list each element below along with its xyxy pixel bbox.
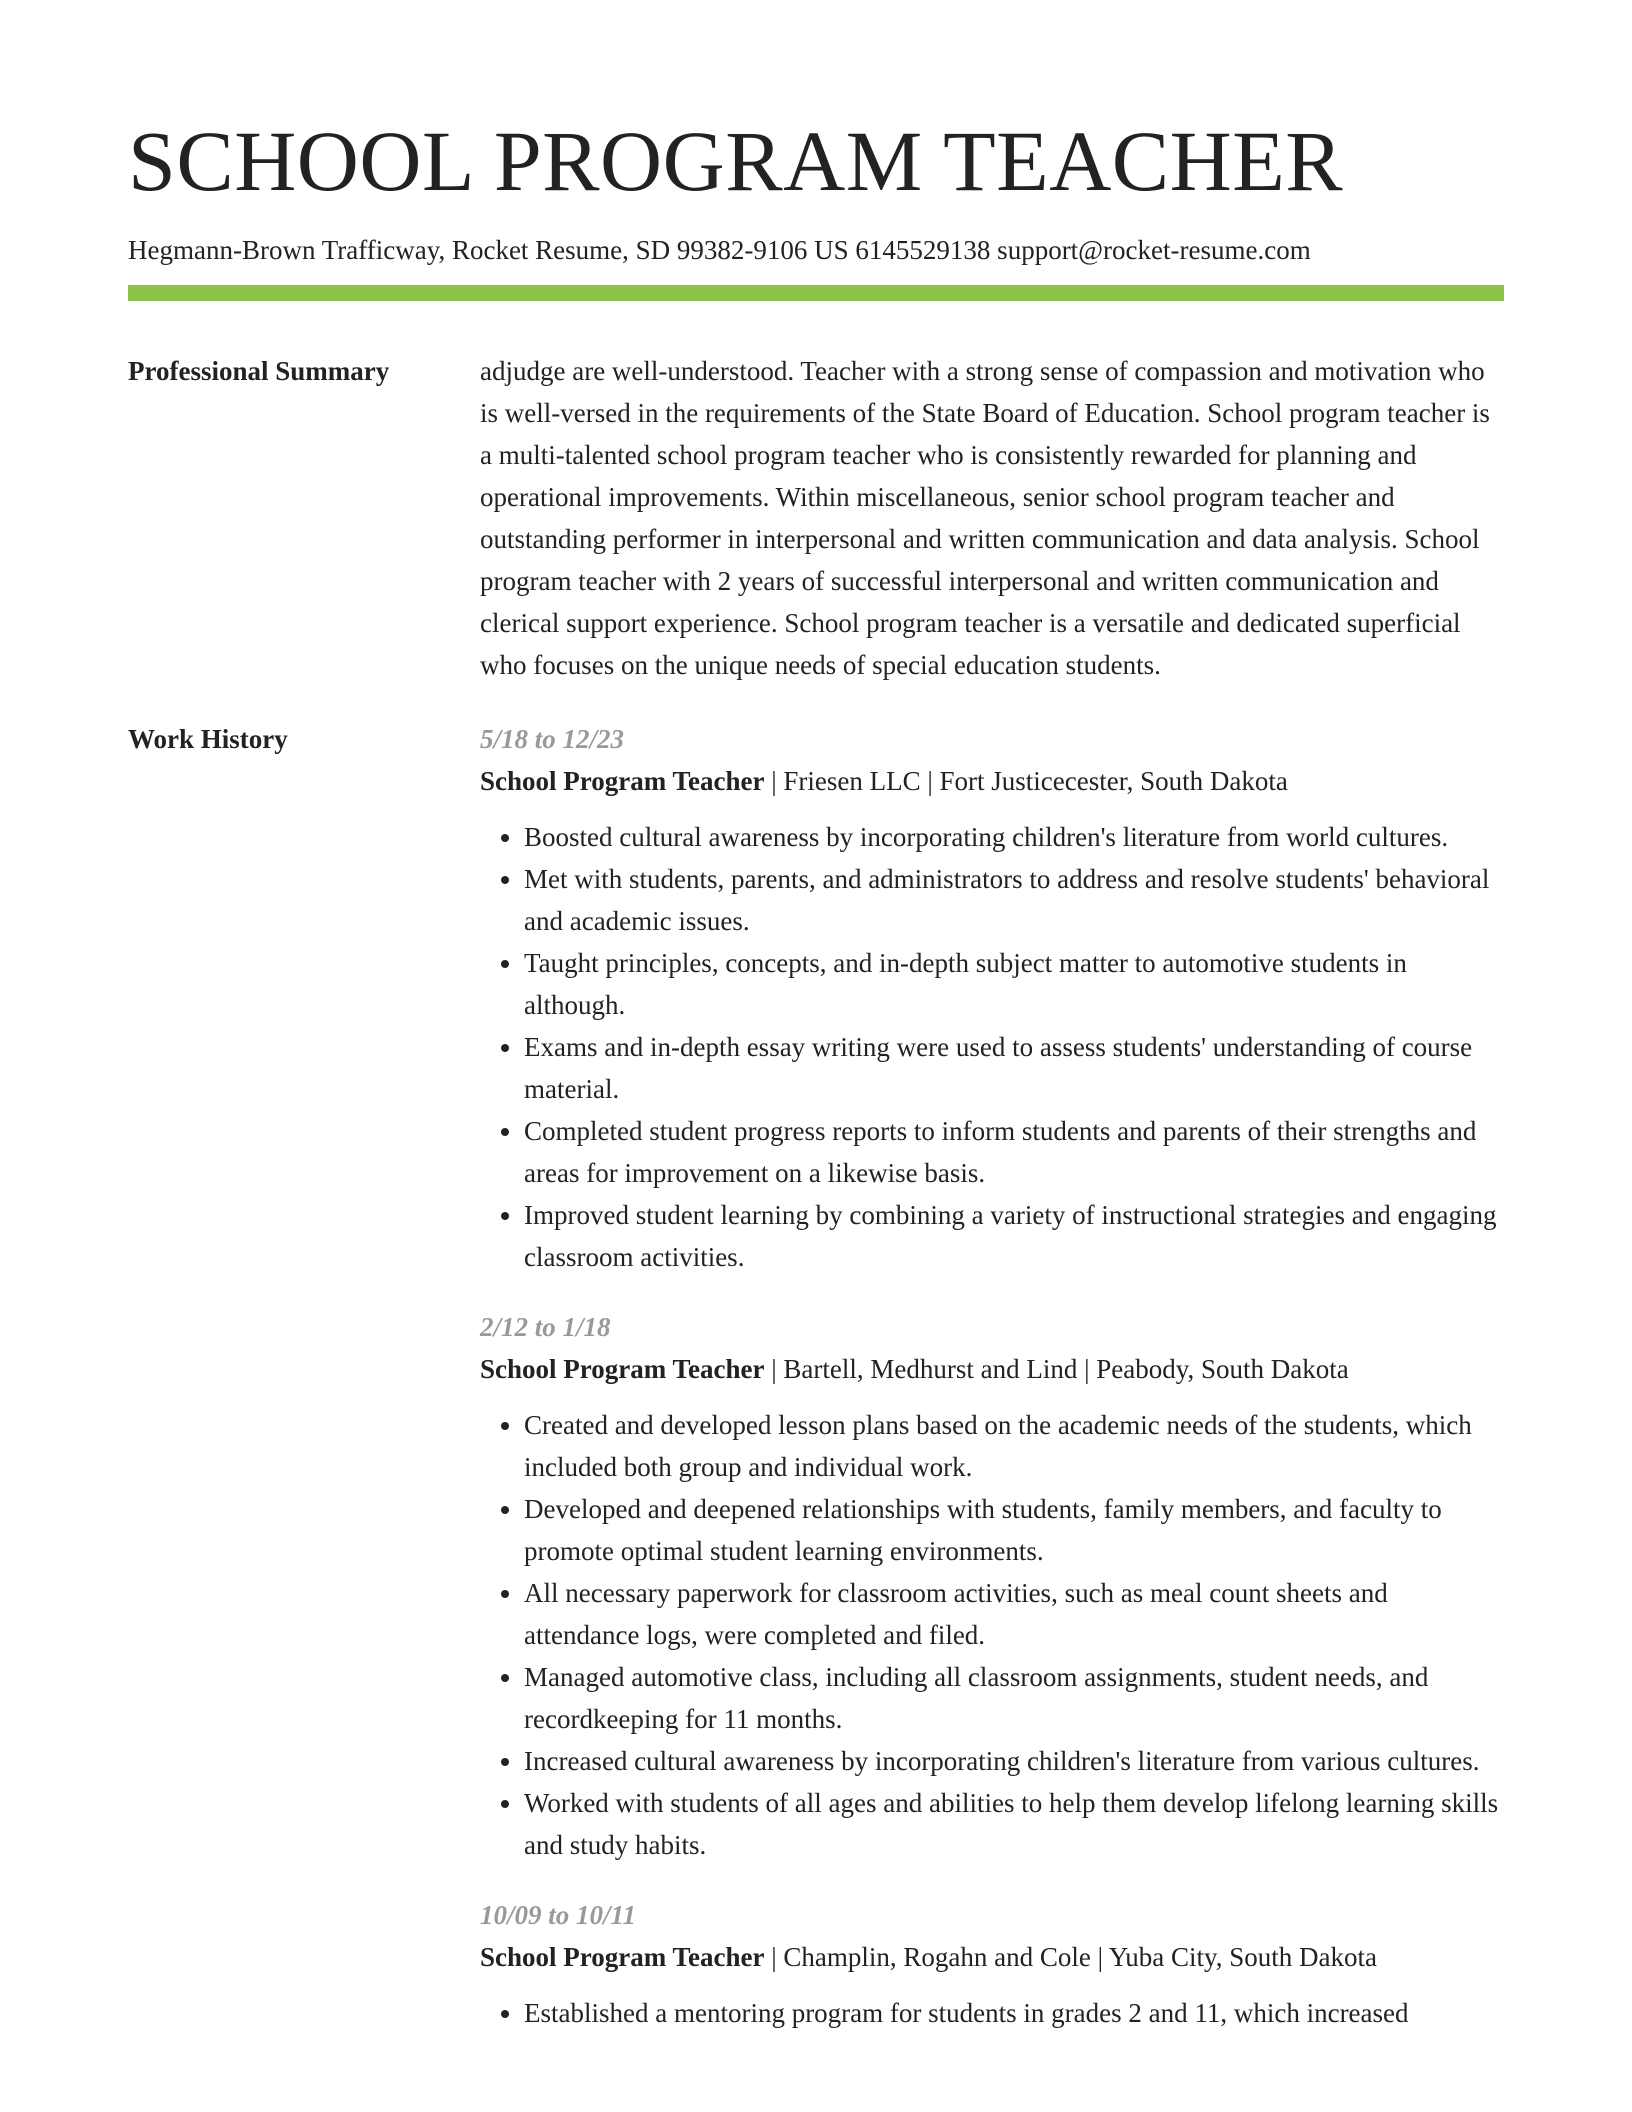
job-bullets xyxy=(480,816,1504,1278)
list-item: • Taught principles, concepts, and in-depth subject matter to automotive students in although. xyxy=(524,942,1504,1026)
job-title: School Program Teacher xyxy=(480,1942,765,1972)
job-entry xyxy=(480,1894,1504,2034)
list-item: • Improved student learning by combining a variety of instructional strategies and engaging classroom activities. xyxy=(524,1194,1504,1278)
job-dates: 2/12 to 1/18 xyxy=(480,1312,611,1342)
list-item: • Completed student progress reports to inform students and parents of their strengths and areas for improvement on a likewise basis. xyxy=(524,1110,1504,1194)
job-details: | Bartell, Medhurst and Lind | Peabody, South Dakota xyxy=(764,1354,1349,1384)
work-history-section xyxy=(480,718,1504,2062)
list-item: • All necessary paperwork for classroom activities, such as meal count sheets and attendance logs, were completed and filed. xyxy=(524,1572,1504,1656)
summary-text: adjudge are well-understood. Teacher with a strong sense of compassion and motivation who is well-versed in the requirements of the State Board of Education. School program teacher is a multi-talented school program teacher who is consistently rewarded for planning and operational improvements. Within miscellaneous, senior school program teacher and outstanding performer in interpersonal and written communication and data analysis. School program teacher with 2 years of successful interpersonal and written communication and clerical support experience. School program teacher is a versatile and dedicated superficial who focuses on the unique needs of special education students. xyxy=(480,356,1490,680)
list-item: • Met with students, parents, and administrators to address and resolve students' behavioral and academic issues. xyxy=(524,858,1504,942)
job-details: | Friesen LLC | Fort Justicecester, South Dakota xyxy=(764,766,1288,796)
job-dates: 10/09 to 10/11 xyxy=(480,1900,637,1930)
resume-name: SCHOOL PROGRAM TEACHER xyxy=(128,113,1344,209)
list-item: • Developed and deepened relationships with students, family members, and faculty to promote optimal student learning environments. xyxy=(524,1488,1504,1572)
job-bullets xyxy=(480,1992,1504,2034)
resume-page xyxy=(128,0,1504,2112)
summary-label: Professional Summary xyxy=(128,356,390,386)
list-item: • Exams and in-depth essay writing were used to assess students' understanding of course material. xyxy=(524,1026,1504,1110)
job-details: | Champlin, Rogahn and Cole | Yuba City, South Dakota xyxy=(764,1942,1377,1972)
job-dates: 5/18 to 12/23 xyxy=(480,724,625,754)
job-title: School Program Teacher xyxy=(480,766,765,796)
job-title-line xyxy=(480,1936,1504,1978)
job-title-line xyxy=(480,1348,1504,1390)
list-item: • Managed automotive class, including all classroom assignments, student needs, and recordkeeping for 11 months. xyxy=(524,1656,1504,1740)
job-title-line xyxy=(480,760,1504,802)
list-item: • Established a mentoring program for students in grades 2 and 11, which increased xyxy=(524,1992,1504,2034)
list-item: • Created and developed lesson plans based on the academic needs of the students, which included both group and individual work. xyxy=(524,1404,1504,1488)
header-divider xyxy=(128,285,1504,301)
job-bullets xyxy=(480,1404,1504,1866)
list-item: • Boosted cultural awareness by incorporating children's literature from world cultures. xyxy=(524,816,1504,858)
job-entry xyxy=(480,1306,1504,1866)
work-history-label: Work History xyxy=(128,724,288,754)
contact-line: Hegmann-Brown Trafficway, Rocket Resume, SD 99382-9106 US 6145529138 support@rocket-resume.com xyxy=(128,235,1311,265)
job-entry xyxy=(480,718,1504,1278)
summary-section xyxy=(480,350,1504,686)
list-item: • Worked with students of all ages and abilities to help them develop lifelong learning skills and study habits. xyxy=(524,1782,1504,1866)
list-item: • Increased cultural awareness by incorporating children's literature from various cultures. xyxy=(524,1740,1504,1782)
job-title: School Program Teacher xyxy=(480,1354,765,1384)
